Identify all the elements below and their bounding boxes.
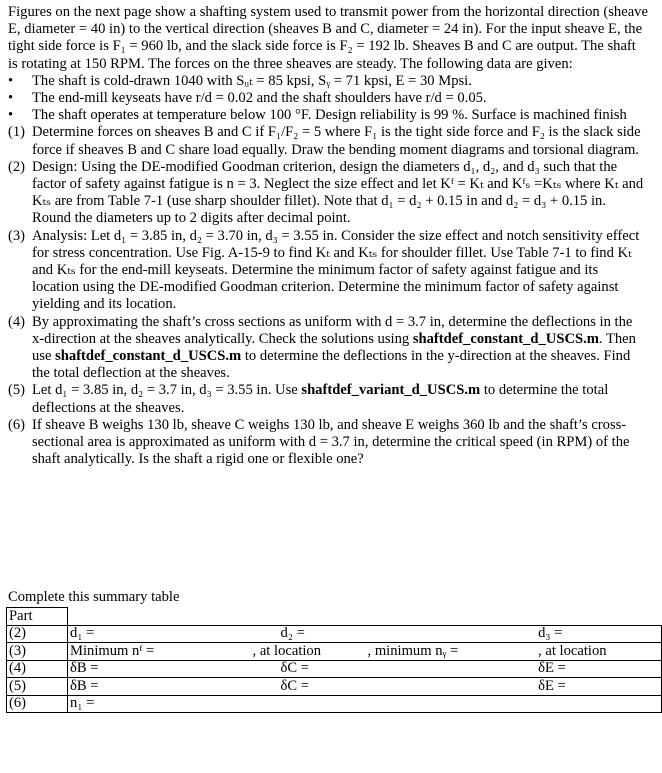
delta-e-field[interactable]: δE = [536, 660, 661, 678]
row-part: (2) [7, 625, 68, 643]
given-item: • The end-mill keyseats have r/d = 0.02 and the shaft shoulders have r/d = 0.05. [8, 90, 648, 107]
part-number: (3) [8, 227, 26, 244]
parts-list [8, 124, 648, 468]
part-number: (6) [8, 416, 26, 433]
row-part: (4) [7, 660, 68, 678]
table-row [7, 695, 662, 713]
part-text: Determine forces on sheaves B and C if F₁/F₂ = 5 where F₁ is the tight side force and F₂ is the slack side force if sheaves B and C share load equally. Draw the bending moment diagrams and torsional diagram. [32, 124, 641, 158]
part-number: (1) [8, 124, 26, 141]
part-6 [8, 417, 648, 469]
part-4 [8, 314, 648, 383]
given-item: • The shaft operates at temperature below 100 °F. Design reliability is 99 %. Surface is machined finish [8, 107, 648, 124]
table-row [7, 660, 662, 678]
d2-field[interactable]: d₂ = [251, 625, 537, 643]
delta-b-field[interactable]: δB = [68, 678, 251, 696]
part-number: (5) [8, 382, 26, 399]
part-3 [8, 228, 648, 314]
script-name: shaftdef_constant_d_USCS.m [412, 330, 599, 347]
part-2 [8, 159, 648, 228]
table-header-row [7, 608, 662, 626]
header-part: Part [7, 608, 68, 626]
part-text: . Then use [32, 330, 636, 365]
table-row [7, 643, 662, 661]
part-number: (2) [8, 158, 26, 175]
part-text: If sheave B weighs 130 lb, sheave C weighs 130 lb, and sheave E weighs 360 lb and the shaft’s cross-sectional area is approximated as uniform with d = 3.7 in, determine the critical speed (in RPM) of the shaft analytically. Is the shaft a rigid one or flexible one? [32, 416, 630, 468]
summary-table [6, 607, 662, 713]
empty-cell [251, 695, 537, 713]
delta-c-field[interactable]: δC = [251, 660, 537, 678]
row-part: (6) [7, 695, 68, 713]
row-part: (5) [7, 678, 68, 696]
empty-cell [536, 695, 661, 713]
part-5 [8, 382, 648, 416]
delta-e-field[interactable]: δE = [536, 678, 661, 696]
part-text: Analysis: Let d₁ = 3.85 in, d₂ = 3.70 in, d₃ = 3.55 in. Consider the size effect and notch sensitivity effect for stress concentration. Use Fig. A-15-9 to find Kₜ and Kₜₛ for shoulder fillet. Use Table 7-1 to find Kₜ and Kₜₛ for the end-mill keyseats. Determine the minimum factor of safety against fatigue and its location using the DE-modified Goodman criterion. Determine the minimum factor of safety against yielding and its location. [32, 227, 640, 313]
location-field[interactable]: , at location [252, 642, 322, 659]
table-row [7, 625, 662, 643]
location-field[interactable]: , at location [536, 643, 661, 661]
given-data-list [8, 73, 648, 125]
min-nf-field[interactable]: Minimum nᶠ = [68, 643, 251, 661]
part-1 [8, 124, 648, 158]
part-text: Design: Using the DE-modified Goodman criterion, design the diameters d₁, d₂, and d₃ such that the factor of safety against fatigue is n = 3. Neglect the size effect and let Kᶠ = Kₜ and Kᶠₛ =Kₜₛ where Kₜ and Kₜₛ are from Table 7-1 (use sharp shoulder fillet). Note that d₁ = d₂ + 0.15 in and d₂ = d₃ + 0.15 in. Round the diameters up to 2 digits after decimal point. [32, 158, 644, 227]
row-part: (3) [7, 643, 68, 661]
problem-statement [8, 4, 648, 468]
part-text: Let d₁ = 3.85 in, d₂ = 3.7 in, d₃ = 3.55 in. Use [32, 382, 302, 399]
script-name: shaftdef_variant_d_USCS.m [301, 382, 481, 399]
part-text: to determine the deflections in the y-direction at the sheaves. Find the total deflection at the sheaves. [32, 348, 631, 382]
given-item: • The shaft is cold-drawn 1040 with Sᵤₜ = 85 kpsi, Sᵧ = 71 kpsi, E = 30 Mpsi. [8, 73, 648, 90]
script-name: shaftdef_constant_d_USCS.m [55, 348, 242, 365]
d3-field[interactable]: d₃ = [536, 625, 661, 643]
min-ny-field[interactable]: , minimum nᵧ = [367, 642, 459, 659]
part-text: to determine the total deflections at the sheaves. [32, 382, 609, 416]
intro-paragraph: Figures on the next page show a shafting system used to transmit power from the horizontal direction (sheave E, diameter = 40 in) to the vertical direction (sheaves B and C, diameter = 24 in). For the input sheave E, the tight side force is F₁ = 960 lb, and the slack side force is F₂ = 192 lb. Sheaves B and C are output. The shaft is rotating at 150 RPM. The forces on the three sheaves are steady. The following data are given: [8, 4, 648, 72]
delta-b-field[interactable]: δB = [68, 660, 251, 678]
part-number: (4) [8, 313, 26, 330]
table-row [7, 678, 662, 696]
part-text: By approximating the shaft’s cross sections as uniform with d = 3.7 in, determine the deflections in the x-direction at the sheaves analytically. Check the solutions using [32, 313, 633, 347]
delta-c-field[interactable]: δC = [251, 678, 537, 696]
summary-title: Complete this summary table [8, 589, 180, 605]
d1-field[interactable]: d₁ = [68, 625, 251, 643]
n1-field[interactable]: n₁ = [68, 695, 251, 713]
